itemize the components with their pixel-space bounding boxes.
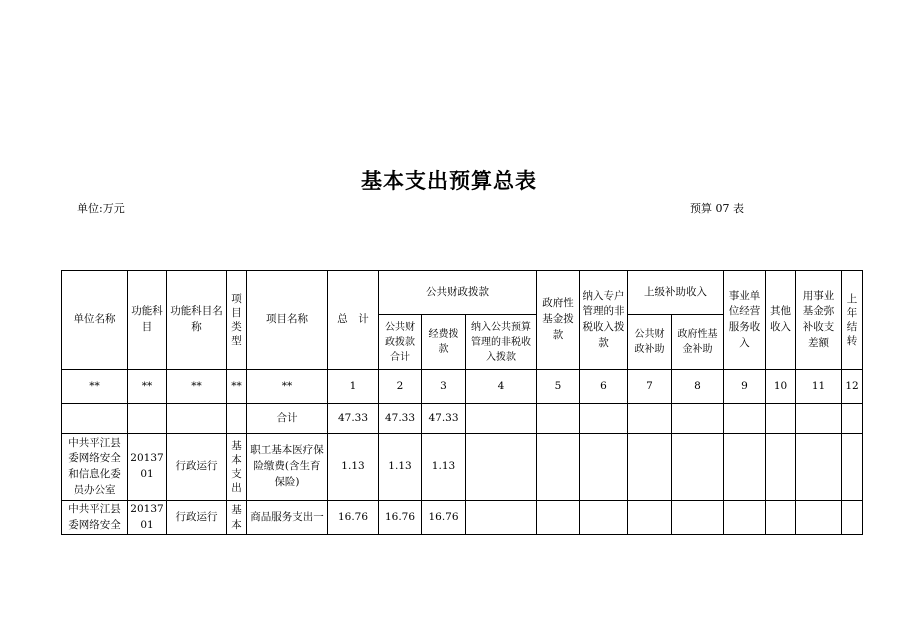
row-func-name: 行政运行: [167, 434, 227, 501]
row-unit-name: 中共平江县委网络安全和信息化委员办公室: [62, 434, 128, 501]
header-item-name: 项目名称: [247, 271, 328, 370]
index-cell: **: [167, 370, 227, 404]
index-cell: 8: [672, 370, 724, 404]
empty-cell: [580, 501, 628, 535]
budget-table: [61, 270, 863, 535]
index-cell: 7: [628, 370, 672, 404]
row-fund: 1.13: [422, 434, 466, 501]
empty-cell: [167, 404, 227, 434]
header-unit-name: 单位名称: [62, 271, 128, 370]
empty-cell: [128, 404, 167, 434]
header-public-group: 公共财政拨款: [379, 271, 537, 315]
index-cell: 5: [537, 370, 580, 404]
index-cell: 3: [422, 370, 466, 404]
header-special-nontax: 纳入专户管理的非税收入拨款: [580, 271, 628, 370]
index-cell: 4: [466, 370, 537, 404]
empty-cell: [628, 501, 672, 535]
empty-cell: [796, 434, 842, 501]
total-amount: 47.33: [328, 404, 379, 434]
row-func-code: 2013701: [128, 501, 167, 535]
index-cell: **: [62, 370, 128, 404]
row-item-name: 商品服务支出一: [247, 501, 328, 535]
empty-cell: [537, 404, 580, 434]
empty-cell: [537, 434, 580, 501]
table-row: [62, 434, 863, 501]
empty-cell: [842, 404, 863, 434]
header-sup-gov: 政府性基金补助: [672, 315, 724, 370]
row-unit-name: 中共平江县委网络安全: [62, 501, 128, 535]
total-label: 合计: [247, 404, 328, 434]
header-last-year: 上年结转: [842, 271, 863, 370]
empty-cell: [466, 434, 537, 501]
empty-cell: [672, 434, 724, 501]
header-item-type: 项目类型: [227, 271, 247, 370]
empty-cell: [628, 434, 672, 501]
header-other-income: 其他收入: [766, 271, 796, 370]
empty-cell: [766, 501, 796, 535]
empty-cell: [796, 404, 842, 434]
index-cell: 6: [580, 370, 628, 404]
empty-cell: [796, 501, 842, 535]
row-total: 1.13: [328, 434, 379, 501]
index-cell: 10: [766, 370, 796, 404]
row-func-name: 行政运行: [167, 501, 227, 535]
page-title: 基本支出预算总表: [361, 169, 537, 193]
header-biz-income: 事业单位经营服务收入: [724, 271, 766, 370]
header-total: 总 计: [328, 271, 379, 370]
empty-cell: [724, 501, 766, 535]
total-public: 47.33: [379, 404, 422, 434]
header-superior-group: 上级补助收入: [628, 271, 724, 315]
index-cell: 11: [796, 370, 842, 404]
empty-cell: [580, 434, 628, 501]
index-cell: **: [227, 370, 247, 404]
row-public-total: 16.76: [379, 501, 422, 535]
empty-cell: [466, 404, 537, 434]
empty-cell: [724, 434, 766, 501]
row-total: 16.76: [328, 501, 379, 535]
row-item-type: 基本: [227, 501, 247, 535]
empty-cell: [672, 501, 724, 535]
total-fund: 47.33: [422, 404, 466, 434]
row-public-total: 1.13: [379, 434, 422, 501]
table-row: [62, 501, 863, 535]
header-sup-public: 公共财政补助: [628, 315, 672, 370]
empty-cell: [227, 404, 247, 434]
header-gov-fund: 政府性基金拨款: [537, 271, 580, 370]
empty-cell: [672, 404, 724, 434]
header-fund: 经费拨款: [422, 315, 466, 370]
row-item-type: 基本支出: [227, 434, 247, 501]
unit-label: 单位:万元: [77, 202, 125, 215]
header-nontax: 纳入公共预算管理的非税收入拨款: [466, 315, 537, 370]
header-public-total: 公共财政拨款合计: [379, 315, 422, 370]
table-number: 预算 07 表: [690, 202, 744, 215]
index-cell: 2: [379, 370, 422, 404]
empty-cell: [628, 404, 672, 434]
empty-cell: [766, 434, 796, 501]
row-func-code: 2013701: [128, 434, 167, 501]
empty-cell: [842, 501, 863, 535]
index-cell: 12: [842, 370, 863, 404]
empty-cell: [724, 404, 766, 434]
index-cell: **: [128, 370, 167, 404]
row-fund: 16.76: [422, 501, 466, 535]
header-func-code: 功能科目: [128, 271, 167, 370]
index-cell: 9: [724, 370, 766, 404]
empty-cell: [62, 404, 128, 434]
index-cell: **: [247, 370, 328, 404]
empty-cell: [537, 501, 580, 535]
total-row: [62, 404, 863, 434]
header-biz-fund: 用事业基金弥补收支差额: [796, 271, 842, 370]
empty-cell: [466, 501, 537, 535]
empty-cell: [580, 404, 628, 434]
header-func-name: 功能科目名称: [167, 271, 227, 370]
row-item-name: 职工基本医疗保险缴费(含生育保险): [247, 434, 328, 501]
empty-cell: [842, 434, 863, 501]
empty-cell: [766, 404, 796, 434]
index-cell: 1: [328, 370, 379, 404]
